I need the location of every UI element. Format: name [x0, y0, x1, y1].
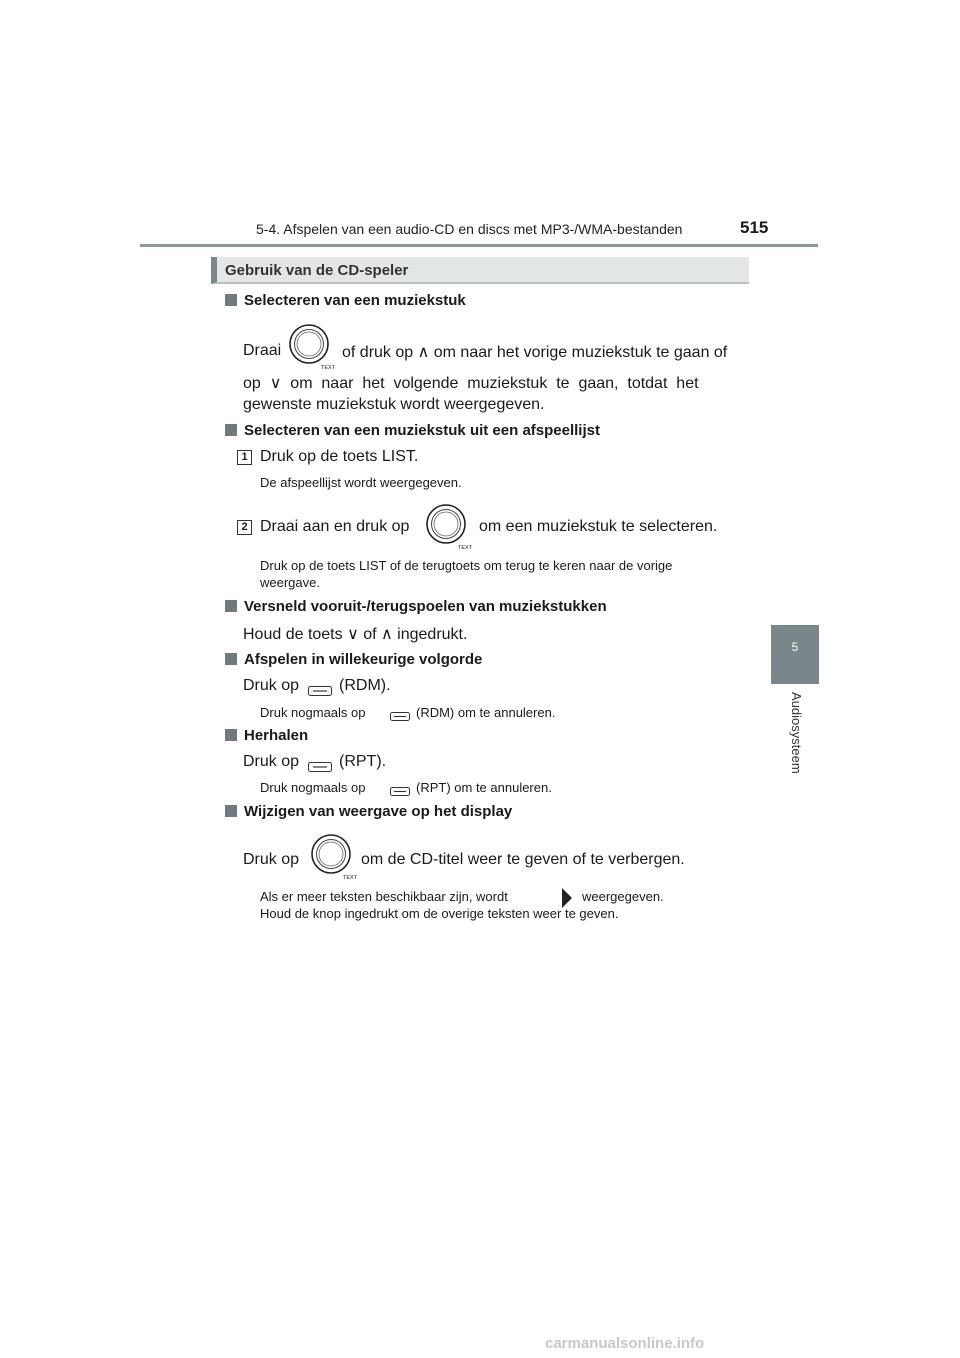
repeat-text-a: Druk op — [243, 753, 300, 770]
select-track-line2: op ∨ om naar het volgende muziekstuk te gaan, totdat het — [243, 375, 699, 392]
random-text-a: Druk op — [243, 677, 300, 694]
svg-text:TEXT: TEXT — [458, 545, 473, 551]
preset-button-icon — [390, 708, 410, 726]
display-note2: Houd de knop ingedrukt om de overige teksten weer te geven. — [260, 906, 619, 921]
header-divider — [140, 244, 818, 247]
heading-display: Wijzigen van weergave op het display — [225, 803, 512, 820]
playlist-step1-note: De afspeellijst wordt weergegeven. — [260, 475, 462, 490]
chapter-tab-number: 5 — [791, 640, 799, 654]
svg-text:TEXT: TEXT — [343, 875, 358, 881]
fast-text: Houd de toets ∨ of ∧ ingedrukt. — [243, 626, 468, 643]
select-track-line1a: Draai — [243, 342, 282, 359]
page-number: 515 — [740, 218, 769, 237]
repeat-note-b: (RPT) om te annuleren. — [416, 780, 552, 795]
playlist-step2-a: Draai aan en druk op — [260, 518, 410, 535]
chapter-title: 5-4. Afspelen van een audio-CD en discs met MP3-/WMA-bestanden — [256, 221, 683, 237]
random-text-b: (RDM). — [339, 677, 391, 694]
heading-playlist: Selecteren van een muziekstuk uit een afspeellijst — [225, 422, 600, 439]
chapter-tab-label-wrap — [786, 692, 806, 792]
playlist-step2-note1: Druk op de toets LIST of de terugtoets om terug te keren naar de vorige — [260, 558, 673, 573]
random-note-a: Druk nogmaals op — [260, 705, 366, 720]
heading-repeat: Herhalen — [225, 727, 308, 744]
preset-button-icon — [390, 783, 410, 801]
heading-fast: Versneld vooruit-/terugspoelen van muziekstukken — [225, 598, 607, 615]
display-note1-a: Als er meer teksten beschikbaar zijn, wordt — [260, 889, 508, 904]
bullet-square-icon — [225, 424, 237, 436]
display-note1-b: weergegeven. — [582, 889, 664, 904]
display-text-b: om de CD-titel weer te geven of te verbergen. — [361, 851, 685, 868]
step-badge-2: 2 — [237, 520, 252, 535]
chapter-tab-label: Audiosysteem — [789, 692, 804, 774]
bullet-square-icon — [225, 600, 237, 612]
chapter-tab — [771, 625, 819, 684]
bullet-square-icon — [225, 653, 237, 665]
playlist-step2-b: om een muziekstuk te selecteren. — [479, 518, 718, 535]
text-knob-icon — [309, 834, 357, 885]
select-track-line1b: of druk op ∧ om naar het vorige muziekstuk te gaan of — [342, 344, 728, 361]
repeat-text-b: (RPT). — [339, 753, 387, 770]
bullet-square-icon — [225, 294, 237, 306]
playlist-step1-text: Druk op de toets LIST. — [260, 448, 419, 465]
watermark: carmanualsonline.info — [545, 1335, 705, 1352]
preset-button-icon — [308, 759, 332, 777]
display-text-a: Druk op — [243, 851, 300, 868]
playlist-step2-note2: weergave. — [260, 575, 320, 590]
heading-random: Afspelen in willekeurige volgorde — [225, 651, 482, 668]
preset-button-icon — [308, 683, 332, 701]
section-title: Gebruik van de CD-speler — [225, 262, 409, 279]
random-note-b: (RDM) om te annuleren. — [416, 705, 556, 720]
svg-text:TEXT: TEXT — [321, 365, 336, 371]
bullet-square-icon — [225, 729, 237, 741]
text-knob-icon — [287, 324, 336, 375]
heading-select-track: Selecteren van een muziekstuk — [225, 292, 466, 309]
text-knob-icon — [424, 504, 472, 555]
select-track-line3: gewenste muziekstuk wordt weergegeven. — [243, 396, 545, 413]
repeat-note-a: Druk nogmaals op — [260, 780, 366, 795]
step-badge-1: 1 — [237, 450, 252, 465]
bullet-square-icon — [225, 805, 237, 817]
